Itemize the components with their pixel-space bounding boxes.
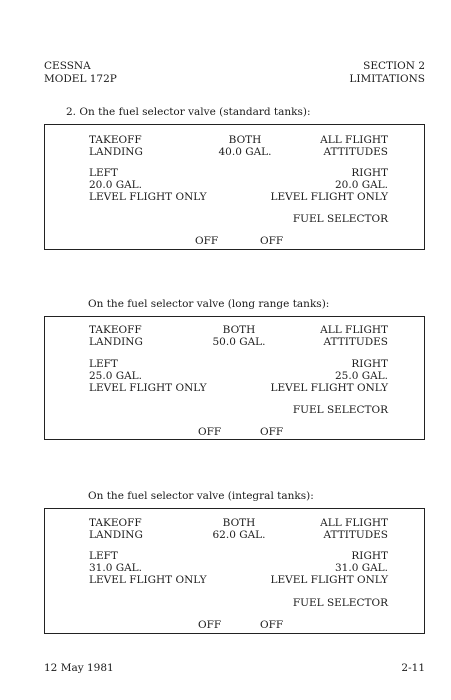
page-header-right [349,60,425,86]
model-label: MODEL 172P [44,73,117,85]
placard-long-range-tanks [44,316,425,440]
placard-standard-tanks [44,124,425,250]
left-label: LEFT [89,550,118,562]
fuel-selector-label: FUEL SELECTOR [292,597,388,609]
off-label-left: OFF [195,235,219,247]
left-capacity: 31.0 GAL. [89,562,142,574]
fuel-selector-label: FUEL SELECTOR [292,404,388,416]
all-flight-label: ALL FLIGHT [320,517,388,529]
off-label-left: OFF [198,619,222,631]
left-capacity: 20.0 GAL. [89,179,142,191]
takeoff-label: TAKEOFF [89,517,142,529]
right-capacity: 25.0 GAL. [335,370,388,382]
right-level-flight: LEVEL FLIGHT ONLY [270,191,388,203]
attitudes-label: ATTITUDES [323,146,388,158]
both-capacity: 62.0 GAL. [212,529,266,541]
attitudes-label: ATTITUDES [323,529,388,541]
landing-label: LANDING [89,336,143,348]
right-capacity: 20.0 GAL. [335,179,388,191]
right-level-flight: LEVEL FLIGHT ONLY [270,574,388,586]
section-label: SECTION 2 [363,60,425,72]
attitudes-label: ATTITUDES [323,336,388,348]
left-level-flight: LEVEL FLIGHT ONLY [89,191,207,203]
right-level-flight: LEVEL FLIGHT ONLY [270,382,388,394]
all-flight-label: ALL FLIGHT [320,324,388,336]
page-number: 2-11 [401,662,425,674]
left-capacity: 25.0 GAL. [89,370,142,382]
both-capacity: 50.0 GAL. [212,336,266,348]
manufacturer-label: CESSNA [44,60,91,72]
both-label: BOTH [228,134,262,146]
both-label: BOTH [222,324,256,336]
off-label-right: OFF [260,426,284,438]
off-label-left: OFF [198,426,222,438]
both-capacity: 40.0 GAL. [218,146,272,158]
right-label: RIGHT [351,358,388,370]
off-label-right: OFF [260,235,284,247]
right-capacity: 31.0 GAL. [335,562,388,574]
takeoff-label: TAKEOFF [89,324,142,336]
panel-1-intro: 2. On the fuel selector valve (standard tanks): [66,106,311,118]
left-label: LEFT [89,358,118,370]
both-label: BOTH [222,517,256,529]
all-flight-label: ALL FLIGHT [320,134,388,146]
section-title: LIMITATIONS [349,73,425,85]
landing-label: LANDING [89,529,143,541]
left-level-flight: LEVEL FLIGHT ONLY [89,382,207,394]
footer-date: 12 May 1981 [44,662,114,674]
right-label: RIGHT [351,167,388,179]
panel-3-intro: On the fuel selector valve (integral tanks): [88,490,314,502]
page-header-left [44,60,117,86]
right-label: RIGHT [351,550,388,562]
left-level-flight: LEVEL FLIGHT ONLY [89,574,207,586]
left-label: LEFT [89,167,118,179]
fuel-selector-label: FUEL SELECTOR [292,213,388,225]
off-label-right: OFF [260,619,284,631]
panel-2-intro: On the fuel selector valve (long range tanks): [88,298,330,310]
placard-integral-tanks [44,508,425,634]
takeoff-label: TAKEOFF [89,134,142,146]
landing-label: LANDING [89,146,143,158]
